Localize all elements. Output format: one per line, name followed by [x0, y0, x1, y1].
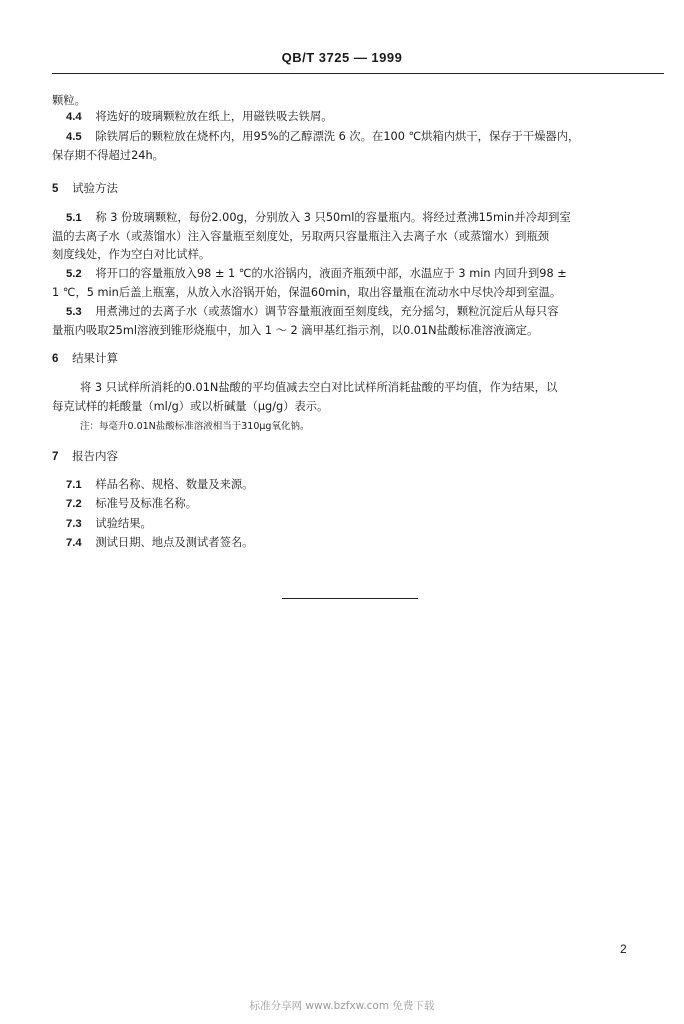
standard-code-header: QB/T 3725 — 1999	[281, 50, 403, 65]
clause-number: 4.4	[66, 111, 82, 123]
section-7-heading	[52, 449, 118, 465]
section-title: 结果计算	[72, 351, 119, 365]
clause-number: 7.2	[66, 498, 82, 510]
watermark-footer: 标准分享网 www.bzfxw.com 免费下载	[249, 1000, 435, 1012]
clause-text: 用煮沸过的去离子水（或蒸馏水）调节容量瓶液面至刻度线，充分摇匀，颗粒沉淀后从每只容	[95, 305, 559, 318]
paragraph-line: 将 3 只试样所消耗的0.01N盐酸的平均值减去空白对比试样所消耗盐酸的平均值，作为结果，以	[80, 381, 558, 394]
paragraph-line: 每克试样的耗酸量（ml/g）或以析碱量（μg/g）表示。	[52, 400, 329, 413]
clause-5-2	[66, 266, 567, 282]
clause-4-4	[66, 109, 333, 125]
clause-7-4	[66, 535, 253, 551]
clause-5-3	[66, 304, 559, 320]
clause-number: 4.5	[66, 131, 82, 143]
clause-7-3	[66, 516, 152, 532]
clause-text: 称 3 份玻璃颗粒，每份2.00g，分别放入 3 只50ml的容量瓶内。将经过煮沸15min并冷却到室	[95, 211, 571, 224]
paragraph-line: 颗粒。	[52, 94, 86, 107]
paragraph-line: 刻度线处，作为空白对比试样。	[52, 248, 211, 261]
clause-text: 将选好的玻璃颗粒放在纸上，用磁铁吸去铁屑。	[95, 110, 333, 123]
section-number: 5	[52, 183, 59, 195]
clause-text: 测试日期、地点及测试者签名。	[95, 536, 254, 549]
paragraph-line: 量瓶内吸取25ml溶液到锥形烧瓶中，加入 1 ～ 2 滴甲基红指示剂，以0.01N盐酸标准溶液滴定。	[52, 324, 539, 337]
header-rule	[52, 73, 664, 74]
section-number: 6	[52, 353, 59, 365]
clause-number: 7.4	[66, 537, 82, 549]
section-title: 报告内容	[72, 449, 119, 463]
note: 注：每毫升0.01N盐酸标准溶液相当于310μg氧化钠。	[80, 421, 310, 432]
clause-number: 5.1	[66, 212, 82, 224]
clause-text: 除铁屑后的颗粒放在烧杯内，用95%的乙醇漂洗 6 次。在100 ℃烘箱内烘干，保存于干燥器内，	[95, 130, 580, 143]
clause-number: 7.3	[66, 518, 82, 530]
clause-text: 将开口的容量瓶放入98 ± 1 ℃的水浴锅内，液面齐瓶颈中部，水温应于 3 min 内回升到98 ±	[95, 267, 567, 280]
clause-number: 7.1	[66, 479, 82, 491]
clause-7-2	[66, 496, 197, 512]
clause-text: 样品名称、规格、数量及来源。	[95, 478, 254, 491]
clause-7-1	[66, 477, 253, 493]
end-of-standard-rule	[282, 598, 418, 599]
section-5-heading	[52, 181, 118, 197]
paragraph-line: 温的去离子水（或蒸馏水）注入容量瓶至刻度处，另取两只容量瓶注入去离子水（或蒸馏水）到瓶颈	[52, 230, 550, 243]
clause-number: 5.3	[66, 306, 82, 318]
section-title: 试验方法	[72, 181, 119, 195]
section-6-heading	[52, 351, 118, 367]
clause-text: 试验结果。	[95, 517, 152, 530]
clause-text: 标准号及标准名称。	[95, 497, 197, 510]
clause-4-5	[66, 129, 579, 145]
page-number: 2	[620, 942, 627, 956]
section-number: 7	[52, 451, 59, 463]
clause-number: 5.2	[66, 268, 82, 280]
paragraph-line: 1 ℃，5 min后盖上瓶塞，从放入水浴锅开始，保温60min，取出容量瓶在流动水中尽快冷却到室温。	[52, 286, 562, 299]
clause-5-1	[66, 210, 571, 226]
paragraph-line: 保存期不得超过24h。	[52, 149, 164, 162]
